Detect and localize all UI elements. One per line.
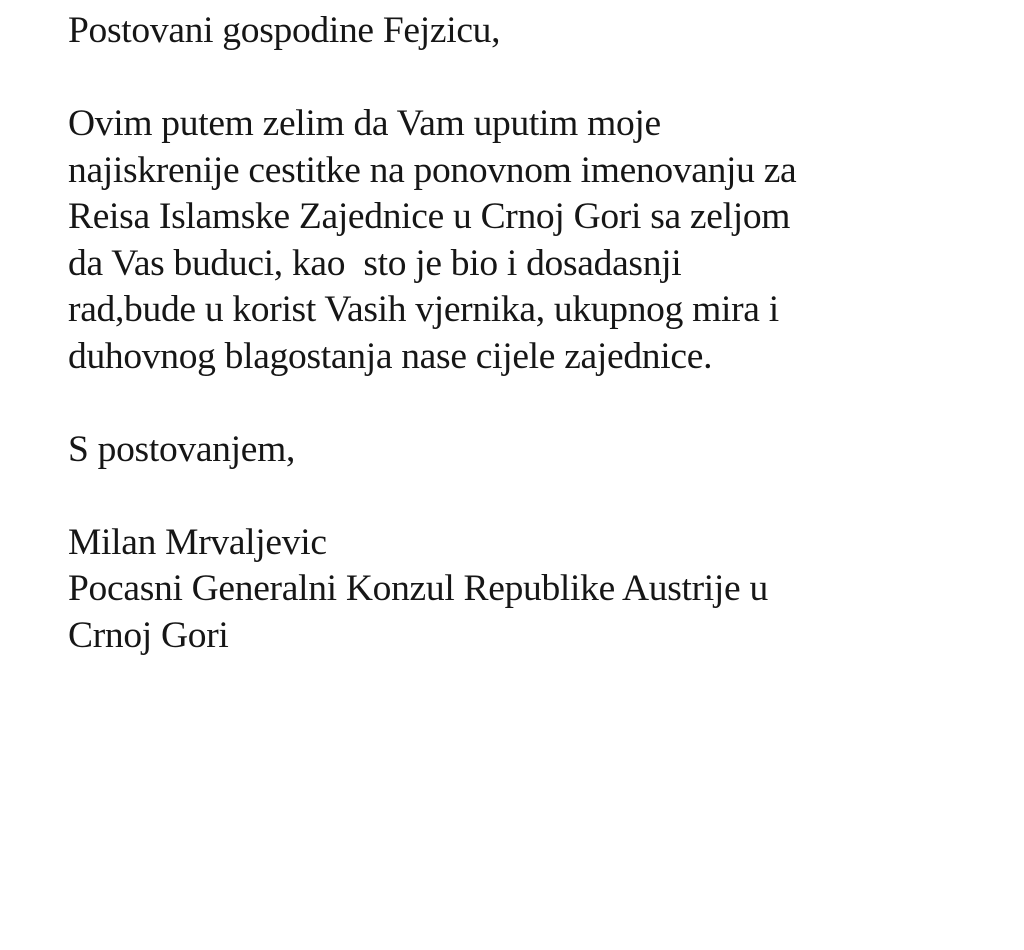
body-line: Ovim putem zelim da Vam uputim moje [68, 103, 661, 144]
body-line: najiskrenije cestitke na ponovnom imenovanju za [68, 149, 797, 191]
letter-body [68, 101, 968, 380]
body-line: Reisa Islamske Zajednice u Crnoj Gori sa zeljom [68, 196, 791, 237]
paragraph-spacer [68, 380, 968, 427]
closing: S postovanjem, [68, 428, 296, 470]
signature-block [68, 520, 968, 660]
signature-name: Milan Mrvaljevic [68, 521, 327, 563]
body-line: duhovnog blagostanja nase cijele zajednice. [68, 335, 713, 377]
salutation: Postovani gospodine Fejzicu, [68, 10, 501, 51]
paragraph-spacer [68, 473, 968, 520]
body-line: da Vas buduci, kao sto je bio i dosadasnji [68, 242, 682, 284]
signature-title-line: Crnoj Gori [68, 614, 229, 656]
body-line: rad,bude u korist Vasih vjernika, ukupnog mira i [68, 289, 779, 330]
letter-document [68, 8, 968, 659]
signature-title-line: Pocasni Generalni Konzul Republike Austrije u [68, 568, 768, 609]
paragraph-spacer [68, 55, 968, 102]
